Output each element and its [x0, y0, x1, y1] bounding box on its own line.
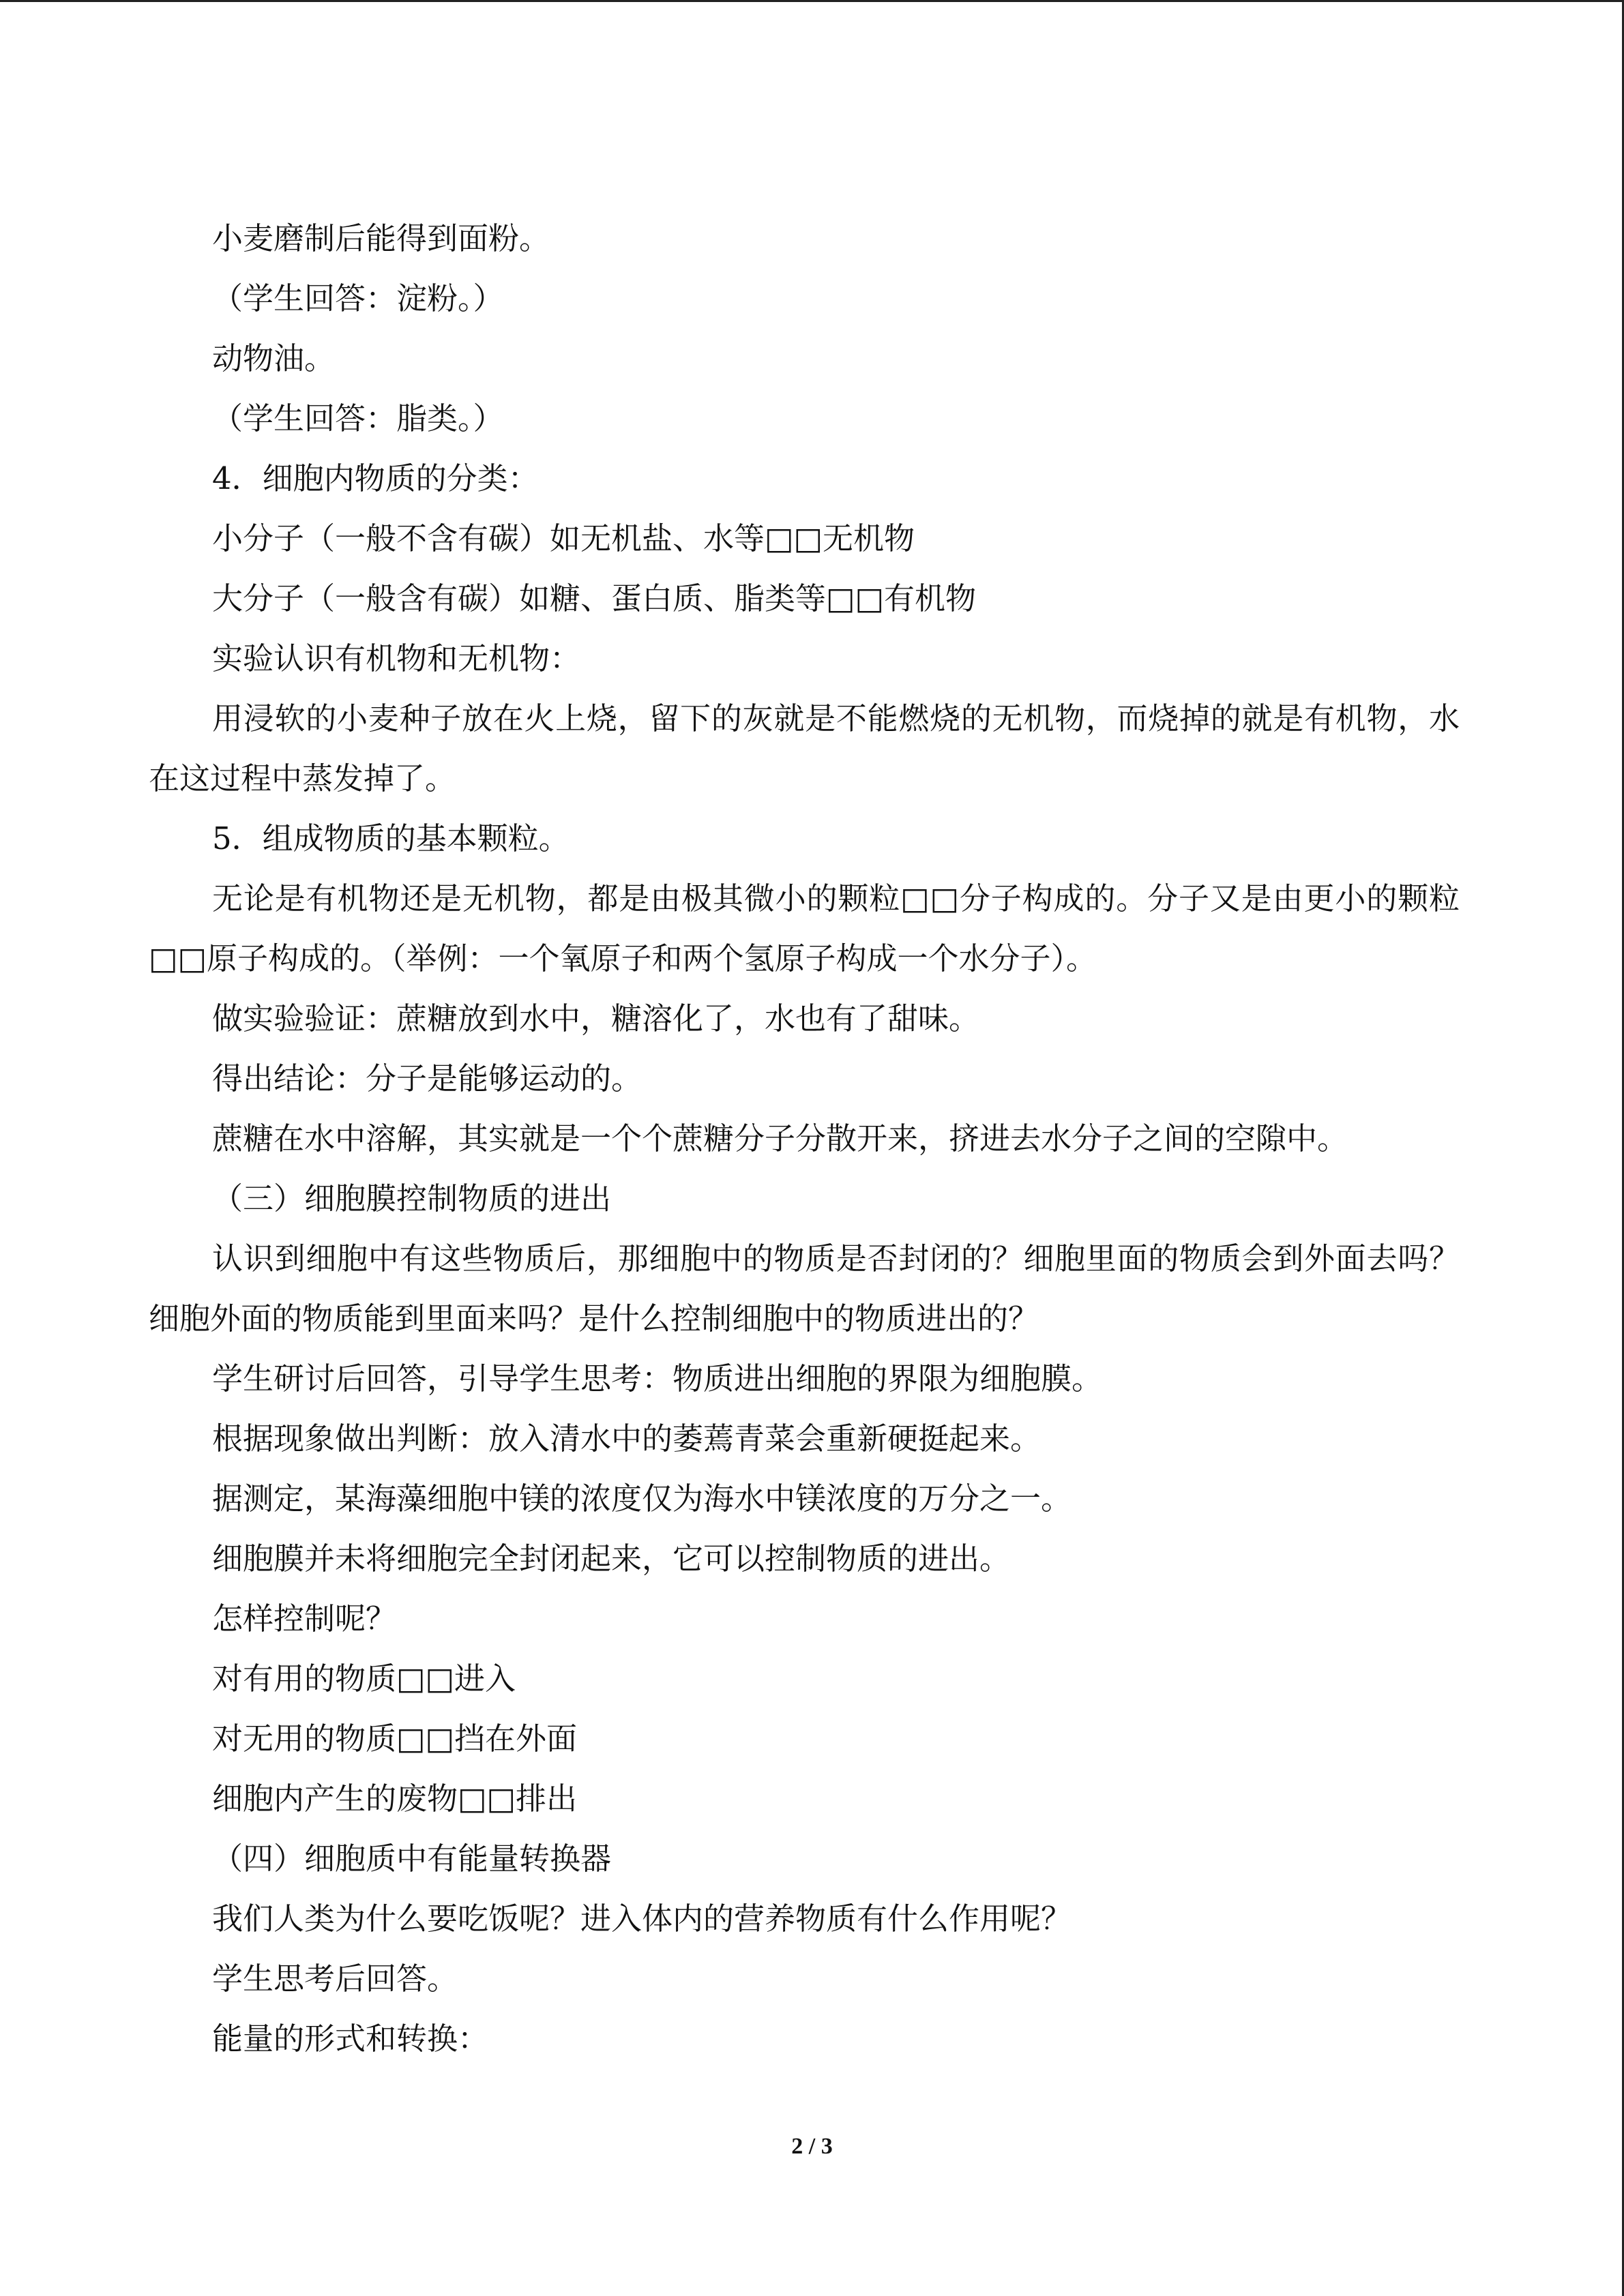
paragraph-2: （学生回答：淀粉。） — [212, 280, 504, 316]
paragraph-7: 大分子（一般含有碳）如糖、蛋白质、脂类等□□有机物 — [212, 580, 977, 616]
page-number: 2 / 3 — [791, 2134, 833, 2159]
section-heading-4: 4．细胞内物质的分类： — [212, 460, 539, 496]
paragraph-20: 细胞膜并未将细胞完全封闭起来，它可以控制物质的进出。 — [212, 1540, 1011, 1577]
section-heading-5: 5．组成物质的基本颗粒。 — [212, 820, 570, 856]
paragraph-16: 认识到细胞中有这些物质后，那细胞中的物质是否封闭的？细胞里面的物质会到外面去吗？细胞外面的物质能到里面来吗？是什么控制细胞中的物质进出的？ — [149, 1240, 1460, 1337]
paragraph-11: 无论是有机物还是无机物，都是由极其微小的颗粒□□分子构成的。分子又是由更小的颗粒□□原子构成的。（举例：一个氧原子和两个氢原子构成一个水分子）。 — [149, 880, 1460, 976]
paragraph-18: 根据现象做出判断：放入清水中的萎蔫青菜会重新硬挺起来。 — [212, 1420, 1042, 1457]
section-heading-3: （三）细胞膜控制物质的进出 — [212, 1180, 612, 1217]
paragraph-14: 蔗糖在水中溶解，其实就是一个个蔗糖分子分散开来，挤进去水分子之间的空隙中。 — [212, 1120, 1348, 1157]
paragraph-1: 小麦磨制后能得到面粉。 — [212, 220, 550, 256]
document-body — [149, 209, 1460, 2069]
paragraph-27: 学生思考后回答。 — [212, 1960, 458, 1997]
paragraph-26: 我们人类为什么要吃饭呢？进入体内的营养物质有什么作用呢？ — [212, 1900, 1072, 1937]
paragraph-8: 实验认识有机物和无机物： — [212, 640, 581, 676]
paragraph-21: 怎样控制呢？ — [212, 1600, 397, 1637]
section-heading-4b: （四）细胞质中有能量转换器 — [212, 1840, 612, 1877]
paragraph-23: 对无用的物质□□挡在外面 — [212, 1720, 578, 1757]
paragraph-17: 学生研讨后回答，引导学生思考：物质进出细胞的界限为细胞膜。 — [212, 1360, 1103, 1397]
paragraph-12: 做实验验证：蔗糖放到水中，糖溶化了，水也有了甜味。 — [212, 1000, 980, 1037]
paragraph-6: 小分子（一般不含有碳）如无机盐、水等□□无机物 — [212, 520, 915, 556]
paragraph-19: 据测定，某海藻细胞中镁的浓度仅为海水中镁浓度的万分之一。 — [212, 1480, 1072, 1517]
paragraph-3: 动物油。 — [212, 340, 336, 376]
paragraph-4: （学生回答：脂类。） — [212, 400, 504, 436]
paragraph-13: 得出结论：分子是能够运动的。 — [212, 1060, 643, 1097]
paragraph-28: 能量的形式和转换： — [212, 2021, 489, 2057]
paragraph-24: 细胞内产生的废物□□排出 — [212, 1780, 578, 1817]
paragraph-9: 用浸软的小麦种子放在火上烧，留下的灰就是不能燃烧的无机物，而烧掉的就是有机物，水在这过程中蒸发掉了。 — [149, 700, 1460, 796]
paragraph-22: 对有用的物质□□进入 — [212, 1660, 516, 1697]
